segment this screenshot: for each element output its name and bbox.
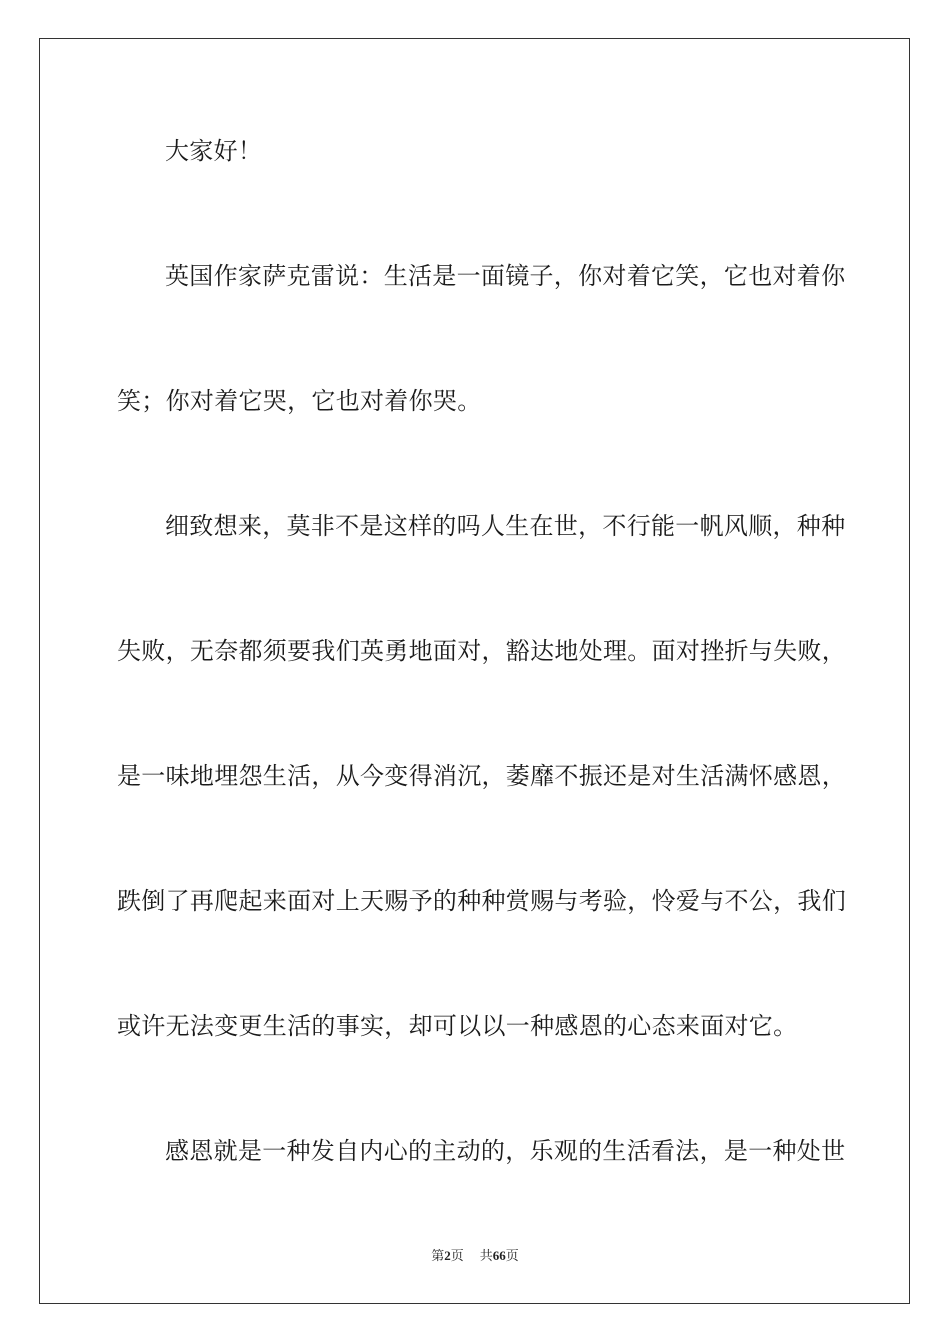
- page-border: [39, 38, 910, 1304]
- paragraph-1-line-2: 笑；你对着它哭，它也对着你哭。: [117, 387, 482, 415]
- paragraph-2-line-3: 是一味地埋怨生活，从今变得消沉，萎靡不振还是对生活满怀感恩，: [117, 762, 846, 790]
- paragraph-2-line-5: 或许无法变更生活的事实，却可以以一种感恩的心态来面对它。: [117, 1012, 798, 1040]
- page-suffix: 页: [450, 1248, 464, 1263]
- greeting-line: 大家好！: [165, 137, 263, 165]
- total-pages: 66: [492, 1248, 506, 1263]
- page-prefix: 第: [431, 1248, 445, 1263]
- total-suffix: 页: [505, 1248, 519, 1263]
- page-footer: [0, 1248, 950, 1264]
- total-prefix: 共: [479, 1248, 493, 1263]
- paragraph-2-line-4: 跌倒了再爬起来面对上天赐予的种种赏赐与考验，怜爱与不公，我们: [117, 887, 846, 915]
- paragraph-2-line-2: 失败，无奈都须要我们英勇地面对，豁达地处理。面对挫折与失败，: [117, 637, 846, 665]
- paragraph-1-line-1: 英国作家萨克雷说：生活是一面镜子，你对着它笑，它也对着你: [165, 262, 846, 290]
- page-number: 2: [444, 1248, 451, 1263]
- paragraph-3-line-1: 感恩就是一种发自内心的主动的，乐观的生活看法，是一种处世: [165, 1137, 846, 1165]
- paragraph-2-line-1: 细致想来，莫非不是这样的吗人生在世，不行能一帆风顺，种种: [165, 512, 846, 540]
